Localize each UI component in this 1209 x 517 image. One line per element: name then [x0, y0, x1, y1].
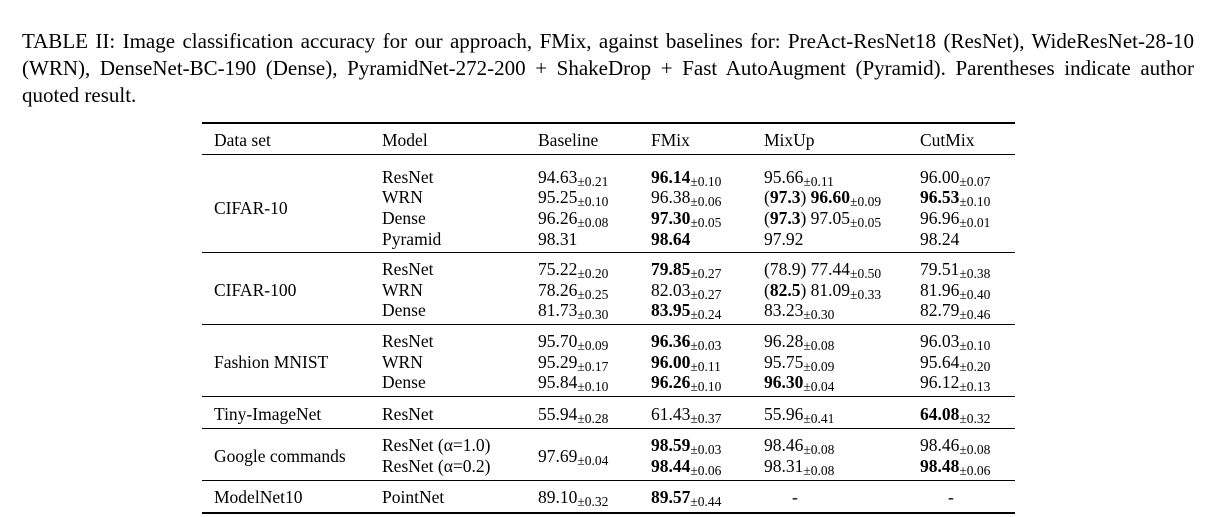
- mean-value: 98.48: [920, 456, 960, 476]
- value-cell: [764, 404, 834, 424]
- fmix-cell: [651, 435, 721, 457]
- std-value: ±0.46: [959, 307, 991, 323]
- mean-value: 79.85: [651, 258, 691, 279]
- fmix-cell: [651, 404, 721, 426]
- quoted-number: 97.3: [769, 208, 801, 228]
- cutmix-cell: [920, 300, 990, 322]
- value-cell: [538, 229, 577, 249]
- std-value: ±0.37: [690, 410, 722, 426]
- mixup-cell: [764, 208, 881, 230]
- std-value: ±0.30: [577, 307, 609, 323]
- value-cell: [538, 208, 608, 228]
- mean-value: 97.92: [764, 228, 804, 249]
- std-value: ±0.09: [850, 194, 882, 210]
- mean-value: 96.00: [920, 166, 960, 187]
- group-rule: [202, 428, 1015, 429]
- value-cell: [764, 187, 882, 210]
- empty-dash: -: [948, 486, 954, 507]
- std-value: ±0.01: [959, 215, 991, 230]
- value-cell: [920, 352, 990, 372]
- value-cell: [538, 372, 609, 395]
- value-cell: [764, 300, 835, 323]
- fmix-cell: [651, 208, 721, 230]
- value-cell: [651, 208, 721, 228]
- mixup-cell: [792, 487, 798, 507]
- value-cell: [651, 456, 721, 476]
- std-value: ±0.05: [850, 215, 882, 230]
- mean-value: 95.70: [538, 330, 578, 351]
- value-cell: [920, 300, 991, 323]
- mixup-cell: [764, 280, 881, 302]
- mixup-cell: [764, 456, 834, 478]
- value-cell: [948, 487, 954, 507]
- mean-value: 96.12: [920, 372, 960, 393]
- std-value: ±0.25: [577, 286, 609, 302]
- cutmix-cell: [920, 208, 990, 230]
- dataset-label: CIFAR-10: [214, 198, 288, 218]
- mixup-cell: [764, 435, 834, 457]
- mixup-cell: [764, 372, 834, 394]
- value-cell: [764, 259, 881, 279]
- value-cell: [920, 404, 990, 424]
- fmix-cell: [651, 259, 721, 281]
- value-cell: [651, 331, 721, 351]
- quoted-value: (78.9): [764, 258, 811, 279]
- model-label: ResNet: [382, 258, 434, 279]
- std-value: ±0.33: [850, 286, 882, 302]
- baseline-cell: [538, 259, 608, 281]
- baseline-cell: [538, 167, 608, 189]
- dataset-label: Fashion MNIST: [214, 352, 329, 372]
- results-table: [202, 122, 1015, 514]
- std-value: ±0.13: [959, 379, 991, 395]
- baseline-cell: [538, 187, 608, 209]
- std-value: ±0.06: [690, 194, 722, 210]
- mean-value: 95.75: [764, 351, 804, 372]
- std-value: ±0.08: [803, 442, 835, 458]
- value-cell: [764, 331, 834, 351]
- dataset-label: Tiny-ImageNet: [214, 404, 322, 424]
- mean-value: 98.59: [651, 435, 691, 456]
- cutmix-cell: [920, 331, 990, 353]
- value-cell: [920, 229, 959, 249]
- std-value: ±0.10: [959, 194, 991, 210]
- cutmix-cell: [920, 167, 990, 189]
- mean-value: 79.51: [920, 258, 960, 279]
- baseline-cell: [538, 446, 608, 468]
- header-cutmix: CutMix: [920, 130, 975, 150]
- mean-value: 75.22: [538, 258, 578, 279]
- value-cell: [538, 352, 608, 372]
- value-cell: [764, 352, 834, 372]
- mean-value: 96.53: [920, 187, 960, 208]
- std-value: ±0.07: [959, 173, 991, 189]
- value-cell: [920, 259, 990, 279]
- mean-value: 96.38: [651, 187, 691, 208]
- quoted-value: (97.3): [764, 208, 811, 228]
- value-cell: [920, 372, 991, 395]
- quoted-number: 97.3: [769, 187, 801, 208]
- value-cell: [651, 435, 722, 458]
- std-value: ±0.10: [577, 379, 609, 395]
- mean-value: 98.31: [538, 228, 578, 249]
- model-label: WRN: [382, 351, 423, 372]
- value-cell: [764, 208, 881, 228]
- value-cell: [792, 487, 798, 507]
- std-value: ±0.40: [959, 286, 991, 302]
- model-label: Pyramid: [382, 228, 442, 249]
- value-cell: [538, 331, 608, 351]
- mean-value: 97.69: [538, 446, 578, 466]
- mixup-cell: [764, 331, 834, 353]
- value-cell: [764, 229, 803, 249]
- cutmix-cell: [920, 187, 990, 209]
- std-value: ±0.05: [690, 215, 722, 230]
- std-value: ±0.06: [690, 463, 722, 478]
- mean-value: 55.94: [538, 403, 578, 424]
- mean-value: 55.96: [764, 403, 804, 424]
- model-label: PointNet: [382, 486, 445, 507]
- value-cell: [920, 456, 990, 476]
- bottom-rule: [202, 512, 1015, 514]
- model-label: ResNet: [382, 403, 434, 424]
- mean-value: 81.73: [538, 300, 578, 321]
- value-cell: [538, 167, 608, 187]
- fmix-cell: [651, 487, 721, 509]
- mixup-cell: [764, 187, 881, 209]
- std-value: ±0.08: [959, 442, 991, 458]
- baseline-cell: [538, 208, 608, 230]
- fmix-cell: [651, 372, 721, 394]
- value-cell: [538, 404, 608, 424]
- std-value: ±0.24: [690, 307, 722, 323]
- header-dataset: Data set: [214, 130, 271, 150]
- cutmix-cell: [920, 372, 990, 394]
- std-value: ±0.20: [959, 358, 991, 374]
- mixup-cell: [764, 404, 834, 426]
- mean-value: 98.46: [920, 435, 960, 456]
- model-label: ResNet: [382, 166, 434, 187]
- mean-value: 96.14: [651, 166, 691, 187]
- value-cell: [764, 372, 835, 395]
- value-cell: [538, 446, 608, 466]
- cutmix-cell: [948, 487, 954, 507]
- value-cell: [651, 404, 721, 424]
- baseline-cell: [538, 300, 608, 322]
- std-value: ±0.03: [690, 442, 722, 458]
- std-value: ±0.11: [690, 358, 721, 374]
- mixup-cell: [764, 300, 834, 322]
- model-label: Dense: [382, 372, 426, 393]
- mean-value: 95.29: [538, 351, 578, 372]
- fmix-cell: [651, 187, 721, 209]
- value-cell: [764, 435, 835, 458]
- mean-value: 82.79: [920, 300, 960, 321]
- dataset-label: Google commands: [214, 446, 346, 466]
- mean-value: 96.96: [920, 208, 960, 228]
- baseline-cell: [538, 280, 608, 302]
- value-cell: [920, 187, 991, 210]
- model-label: ResNet (α=0.2): [382, 456, 491, 476]
- value-cell: [764, 280, 881, 300]
- quoted-number: 78.9: [769, 258, 801, 279]
- std-value: ±0.50: [850, 265, 882, 281]
- header-mixup: MixUp: [764, 130, 815, 150]
- cutmix-cell: [920, 404, 990, 426]
- model-label: Dense: [382, 208, 426, 228]
- std-value: ±0.09: [803, 358, 835, 374]
- mixup-cell: [764, 167, 834, 189]
- value-cell: [764, 456, 834, 476]
- mean-value: 98.64: [651, 228, 691, 249]
- model-label: WRN: [382, 187, 423, 208]
- cutmix-cell: [920, 435, 990, 457]
- value-cell: [538, 487, 608, 507]
- std-value: ±0.27: [690, 286, 722, 302]
- std-value: ±0.41: [803, 410, 835, 426]
- mean-value: 96.00: [651, 351, 691, 372]
- mixup-cell: [764, 259, 881, 281]
- fmix-cell: [651, 456, 721, 478]
- fmix-cell: [651, 167, 721, 189]
- quoted-number: 82.5: [769, 279, 801, 300]
- mean-value: 82.03: [651, 279, 691, 300]
- mean-value: 96.60: [810, 187, 851, 208]
- std-value: ±0.10: [690, 379, 722, 395]
- table-caption: TABLE II: Image classification accuracy for our approach, FMix, against baselines for: PreAct-ResNet18 (ResNet), WideResNet-28-10 (WRN), DenseNet-BC-190 (Dense), PyramidNet-272-200 + ShakeDrop + Fast AutoAugment (Pyramid). Parentheses indicate author quoted result.: [22, 29, 1194, 107]
- std-value: ±0.09: [577, 337, 609, 353]
- mean-value: 95.84: [538, 372, 578, 393]
- std-value: ±0.06: [959, 463, 991, 478]
- mean-value: 81.09: [810, 279, 851, 300]
- group-rule: [202, 396, 1015, 397]
- dataset-label: ModelNet10: [214, 487, 303, 507]
- value-cell: [651, 352, 721, 372]
- model-label: ResNet: [382, 330, 434, 351]
- std-value: ±0.38: [959, 265, 991, 281]
- empty-dash: -: [792, 486, 798, 507]
- header-fmix: FMix: [651, 130, 690, 150]
- value-cell: [920, 167, 990, 187]
- mean-value: 97.30: [651, 208, 691, 228]
- std-value: ±0.10: [577, 194, 609, 210]
- mean-value: 89.10: [538, 486, 578, 507]
- mean-value: 61.43: [651, 403, 691, 424]
- mean-value: 94.63: [538, 166, 578, 187]
- mean-value: 95.66: [764, 166, 804, 187]
- baseline-cell: [538, 487, 608, 509]
- value-cell: [651, 300, 722, 323]
- mean-value: 98.31: [764, 456, 804, 476]
- value-cell: [920, 208, 990, 228]
- mean-value: 98.44: [651, 456, 691, 476]
- group-rule: [202, 480, 1015, 481]
- value-cell: [538, 187, 609, 210]
- mixup-cell: [764, 352, 834, 374]
- baseline-cell: [538, 352, 608, 374]
- mean-value: 96.36: [651, 330, 691, 351]
- std-value: ±0.10: [690, 173, 722, 189]
- std-value: ±0.04: [803, 379, 835, 395]
- value-cell: [920, 331, 990, 351]
- std-value: ±0.20: [577, 265, 609, 281]
- mean-value: 96.26: [651, 372, 691, 393]
- mean-value: 77.44: [810, 258, 851, 279]
- model-label: WRN: [382, 279, 423, 300]
- group-rule: [202, 324, 1015, 325]
- group-rule: [202, 252, 1015, 253]
- std-value: ±0.17: [577, 358, 609, 374]
- mean-value: 83.23: [764, 300, 804, 321]
- value-cell: [651, 259, 721, 279]
- header-rule: [202, 154, 1015, 155]
- std-value: ±0.04: [577, 453, 609, 468]
- value-cell: [651, 187, 722, 210]
- std-value: ±0.08: [803, 337, 835, 353]
- value-cell: [651, 280, 721, 300]
- value-cell: [538, 259, 608, 279]
- std-value: ±0.10: [959, 337, 991, 353]
- std-value: ±0.32: [959, 410, 991, 426]
- value-cell: [651, 167, 721, 187]
- model-label: Dense: [382, 300, 426, 321]
- cutmix-cell: [920, 456, 990, 478]
- mean-value: 96.26: [538, 208, 578, 228]
- baseline-cell: [538, 404, 608, 426]
- fmix-cell: [651, 300, 721, 322]
- mean-value: 64.08: [920, 403, 960, 424]
- value-cell: [764, 167, 834, 187]
- quoted-value: (97.3): [764, 187, 811, 208]
- mean-value: 97.05: [810, 208, 851, 228]
- cutmix-cell: [920, 352, 990, 374]
- std-value: ±0.27: [690, 265, 722, 281]
- std-value: ±0.08: [803, 463, 835, 478]
- mean-value: 95.25: [538, 187, 578, 208]
- mean-value: 78.26: [538, 279, 578, 300]
- mean-value: 83.95: [651, 300, 691, 321]
- fmix-cell: [651, 229, 690, 249]
- mean-value: 96.28: [764, 330, 804, 351]
- mean-value: 96.30: [764, 372, 804, 393]
- value-cell: [920, 280, 990, 300]
- quoted-value: (82.5): [764, 279, 811, 300]
- std-value: ±0.30: [803, 307, 835, 323]
- mean-value: 89.57: [651, 486, 691, 507]
- top-rule: [202, 122, 1015, 124]
- fmix-cell: [651, 331, 721, 353]
- mixup-cell: [764, 229, 803, 249]
- cutmix-cell: [920, 259, 990, 281]
- value-cell: [920, 435, 991, 458]
- fmix-cell: [651, 352, 721, 374]
- value-cell: [651, 487, 721, 507]
- dataset-label: CIFAR-100: [214, 280, 297, 300]
- baseline-cell: [538, 229, 577, 249]
- std-value: ±0.21: [577, 173, 609, 189]
- std-value: ±0.08: [577, 215, 609, 230]
- header-baseline: Baseline: [538, 130, 599, 150]
- mean-value: 98.46: [764, 435, 804, 456]
- baseline-cell: [538, 331, 608, 353]
- value-cell: [651, 229, 690, 249]
- std-value: ±0.11: [803, 173, 834, 189]
- mean-value: 81.96: [920, 279, 960, 300]
- cutmix-cell: [920, 280, 990, 302]
- fmix-cell: [651, 280, 721, 302]
- std-value: ±0.03: [690, 337, 722, 353]
- mean-value: 96.03: [920, 330, 960, 351]
- header-model: Model: [382, 130, 428, 150]
- value-cell: [538, 280, 608, 300]
- mean-value: 95.64: [920, 351, 960, 372]
- value-cell: [651, 372, 722, 395]
- mean-value: 98.24: [920, 228, 960, 249]
- model-label: ResNet (α=1.0): [382, 435, 491, 456]
- cutmix-cell: [920, 229, 959, 249]
- std-value: ±0.28: [577, 410, 609, 426]
- std-value: ±0.32: [577, 493, 609, 509]
- baseline-cell: [538, 372, 608, 394]
- value-cell: [538, 300, 609, 323]
- std-value: ±0.44: [690, 493, 722, 509]
